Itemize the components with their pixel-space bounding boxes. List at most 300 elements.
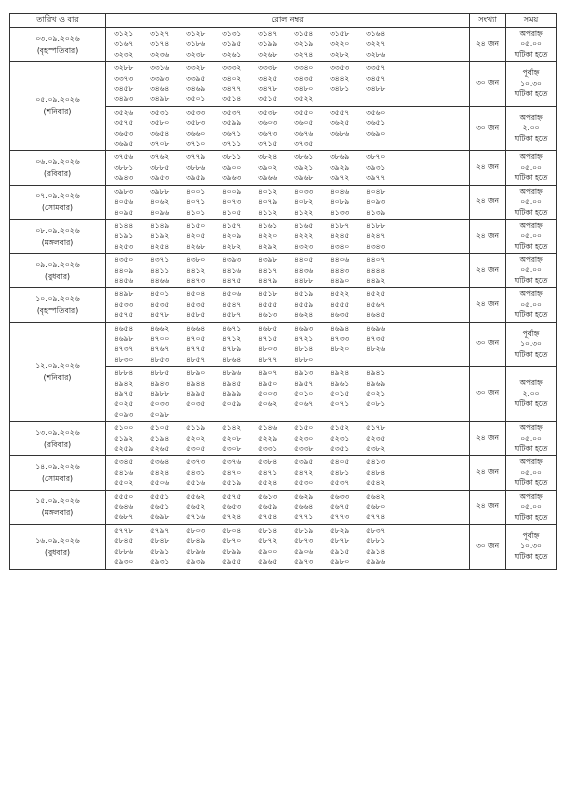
- exam-date: ১৩.০৯.২০২৬: [35, 427, 80, 437]
- roll-number: ৩২১৯: [294, 39, 314, 49]
- roll-number: ৪২২০: [258, 231, 278, 241]
- roll-number: ৪০৯৬: [150, 207, 170, 217]
- roll-number: ৪৮৮০: [294, 354, 314, 364]
- roll-number: ৪৭০০: [150, 333, 170, 343]
- roll-number: ৪৫৩৫: [186, 299, 206, 309]
- header-roll: রোল নম্বর: [106, 14, 470, 28]
- roll-number: ৪১১২: [258, 207, 278, 217]
- roll-number: ৪৯৪৫: [222, 378, 242, 388]
- roll-number: ৩৮৮১: [114, 162, 134, 172]
- roll-cell: [106, 524, 470, 569]
- roll-number: ৫২৩৫: [366, 433, 386, 443]
- roll-list: [114, 457, 469, 488]
- exam-weekday: (বুধবার): [44, 271, 70, 281]
- time-period: পূর্বাহ্ন: [522, 68, 540, 78]
- exam-date: ১০.০৯.২০২৬: [35, 293, 80, 303]
- roll-number: ৪৬১৩: [258, 310, 278, 320]
- time-value: ০৫.০০: [520, 162, 542, 172]
- time-cell: [506, 322, 557, 367]
- time-suffix: ঘটিকা হতে: [514, 444, 548, 454]
- roll-number: ৪৭৩৭: [114, 344, 134, 354]
- date-cell: [10, 28, 106, 62]
- schedule-row: [10, 456, 557, 490]
- roll-number: ৪৮৩০: [114, 354, 134, 364]
- roll-number: ৪৮২০: [330, 344, 350, 354]
- roll-number: ৪৮৯০: [186, 368, 206, 378]
- roll-number: ৪০৬২: [150, 197, 170, 207]
- roll-number: ৫১০৫: [150, 423, 170, 433]
- roll-number: ৫০০৩: [258, 389, 278, 398]
- roll-number: ৩৫২৬: [114, 107, 134, 117]
- roll-number: ৩৪০২: [222, 73, 242, 83]
- roll-number: ৩৫৩৮: [258, 107, 278, 117]
- roll-number: ৪৯৯৫: [186, 389, 206, 398]
- date-cell: [10, 322, 106, 422]
- roll-number: ৫৮২৯: [330, 525, 350, 535]
- roll-number: ৩৯৭৭: [366, 173, 386, 183]
- roll-number: ৫২৫৯: [114, 444, 134, 454]
- roll-number: ৩৮৮৬: [186, 162, 206, 172]
- roll-number: ৫৪৭১: [258, 467, 278, 477]
- roll-number: ৩৫১৫: [258, 94, 278, 104]
- roll-number: ৩১৯৯: [258, 39, 278, 49]
- roll-number: ৩৬৯০: [366, 128, 386, 138]
- roll-number: ৩৫৫৭: [330, 107, 350, 117]
- roll-number: ৪০০৯: [222, 186, 242, 196]
- roll-number: ৪১৬১: [258, 220, 278, 230]
- roll-number: ৫৯৬৫: [258, 557, 278, 567]
- roll-number: ৫৯৫৫: [222, 557, 242, 567]
- roll-number: ৪৩৭১: [150, 255, 170, 265]
- roll-cell: [106, 219, 470, 253]
- roll-number: ৫৬৫৯: [258, 502, 278, 512]
- roll-number: ৫৮৮৬: [114, 546, 134, 556]
- roll-number: ৩৮৭০: [366, 152, 386, 162]
- roll-number: ৪৭১৫: [258, 333, 278, 343]
- time-cell: [506, 456, 557, 490]
- roll-number: ৫৬৫১: [150, 502, 170, 512]
- roll-number: ৫০২৫: [114, 399, 134, 409]
- roll-number: ৫১৫০: [294, 423, 314, 433]
- roll-number: ৩৫০১: [186, 94, 206, 104]
- roll-number: ৫৩৩৮: [294, 444, 314, 454]
- roll-number: ৪১৮৭: [330, 220, 350, 230]
- roll-number: ৩২২৭: [366, 39, 386, 49]
- roll-list: [114, 492, 469, 523]
- roll-number: ৩৮৮৫: [150, 162, 170, 172]
- roll-number: ৫০৯৮: [150, 409, 170, 419]
- roll-number: ৪০৮২: [294, 197, 314, 207]
- roll-number: ৪১৯১: [114, 231, 134, 241]
- roll-list: [114, 324, 469, 366]
- roll-number: ৪১০৫: [222, 207, 242, 217]
- exam-weekday: (শনিবার): [43, 372, 72, 382]
- roll-number: ৩৫৬০: [366, 107, 386, 117]
- time-suffix: ঘটিকা হতে: [514, 310, 548, 320]
- roll-number: ৫৩৭৩: [186, 457, 206, 467]
- roll-number: ৫৯৭৩: [294, 557, 314, 567]
- roll-number: ৪৫৭৫: [114, 310, 134, 320]
- roll-number: ৩৪৪২: [330, 73, 350, 83]
- candidate-count: ৩০ জন: [470, 524, 506, 569]
- roll-number: ৩৪৬৯: [186, 84, 206, 94]
- roll-number: ৪১৩৯: [366, 207, 386, 217]
- roll-number: ৫৫১৯: [222, 478, 242, 488]
- time-value: ০৫.০০: [520, 231, 542, 241]
- roll-number: ৩৬৬০: [186, 128, 206, 138]
- roll-number: ৫৩৩১: [258, 444, 278, 454]
- roll-number: ৫৮১৪: [258, 525, 278, 535]
- roll-number: ৫৫১৬: [186, 478, 206, 488]
- roll-number: ৩৭০৮: [150, 139, 170, 149]
- roll-number: ৪৫১৮: [258, 289, 278, 299]
- roll-number: ৫৫৩০: [294, 478, 314, 488]
- date-cell: [10, 288, 106, 322]
- time-period: অপরাহ্ন: [519, 254, 543, 264]
- roll-number: ৪৩৯৮: [258, 255, 278, 265]
- roll-number: ৩৪৮০: [294, 84, 314, 94]
- exam-weekday: (সোমবার): [41, 203, 74, 213]
- time-suffix: ঘটিকা হতে: [514, 512, 548, 522]
- roll-number: ৫৫৫০: [114, 491, 134, 501]
- roll-number: ৩৯২১: [294, 162, 314, 172]
- schedule-row: [10, 490, 557, 524]
- time-value: ০৫.০০: [520, 502, 542, 512]
- roll-number: ৫৫৪২: [366, 478, 386, 488]
- roll-number: ৫৬৪৬: [114, 502, 134, 512]
- roll-number: ৪৮৮৪: [114, 368, 134, 378]
- time-period: পূর্বাহ্ন: [522, 530, 540, 540]
- roll-number: ৫১১৯: [186, 423, 206, 433]
- roll-number: ৩২৩৬: [150, 49, 170, 59]
- roll-number: ৫৮৯১: [150, 546, 170, 556]
- roll-number: ৩৩৫৩: [330, 63, 350, 73]
- schedule-row: [10, 288, 557, 322]
- roll-number: ৩৫৮৩: [186, 118, 206, 128]
- exam-date: ০৯.০৯.২০২৬: [35, 259, 80, 269]
- roll-number: ৪০৯৩: [366, 197, 386, 207]
- roll-number: ৪১৩৩: [330, 207, 350, 217]
- candidate-count: ২৪ জন: [470, 490, 506, 524]
- roll-number: ৪০৭৩: [222, 197, 242, 207]
- roll-number: ৪১৪৪: [114, 220, 134, 230]
- roll-number: ৫৫০২: [114, 478, 134, 488]
- roll-number: ৫০১০: [294, 389, 314, 398]
- roll-number: ৪৩২৩: [294, 241, 314, 251]
- roll-number: ৩৬৭৬: [294, 128, 314, 138]
- time-cell: [506, 28, 557, 62]
- roll-number: ৪২২২: [294, 231, 314, 241]
- roll-number: ৩৫৯৯: [222, 118, 242, 128]
- roll-number: ৫৬১৩: [258, 491, 278, 501]
- time-value: ০৫.০০: [520, 299, 542, 309]
- roll-number: ৫১৯২: [114, 433, 134, 443]
- roll-number: ৫৫৫১: [150, 491, 170, 501]
- roll-number: ৪৬৫৪: [114, 323, 134, 333]
- roll-number: ৫৭৭৪: [366, 512, 386, 522]
- roll-number: ৪৩৫০: [114, 255, 134, 265]
- exam-weekday: (বৃহস্পতিবার): [36, 305, 79, 315]
- time-cell: [506, 524, 557, 569]
- time-suffix: ঘটিকা হতে: [514, 551, 548, 561]
- roll-number: ৫২৩০: [294, 433, 314, 443]
- time-suffix: ঘটিকা হতে: [514, 349, 548, 359]
- roll-number: ৪৬৯৩: [294, 323, 314, 333]
- candidate-count: ২৪ জন: [470, 422, 506, 456]
- roll-number: ৫০২১: [366, 389, 386, 398]
- schedule-row: [10, 151, 557, 185]
- roll-number: ৪৩৪০: [330, 241, 350, 251]
- candidate-count: ৩০ জন: [470, 367, 506, 422]
- roll-number: ৪৭২১: [294, 333, 314, 343]
- exam-date: ১৪.০৯.২০২৬: [35, 462, 80, 472]
- time-suffix: ঘটিকা হতে: [514, 207, 548, 217]
- schedule-row: [10, 422, 557, 456]
- roll-number: ৫৮৭৮: [330, 536, 350, 546]
- header-date: তারিখ ও বার: [10, 14, 106, 28]
- roll-number: ৩৪৮১: [330, 84, 350, 94]
- roll-number: ৩৫২২: [294, 94, 314, 104]
- roll-number: ৪৭৬৭: [150, 344, 170, 354]
- roll-number: ৪৫৫৫: [258, 299, 278, 309]
- roll-number: ৫৯০৬: [294, 546, 314, 556]
- roll-number: ৩৯৩১: [366, 162, 386, 172]
- roll-number: ৫৩৯৫: [294, 457, 314, 467]
- roll-list: [114, 187, 469, 218]
- roll-number: ৩২৮৬: [366, 49, 386, 59]
- exam-date: ০৬.০৯.২০২৬: [35, 157, 80, 167]
- roll-number: ৫৪১৩: [366, 457, 386, 467]
- roll-number: ৫২০৮: [222, 433, 242, 443]
- roll-number: ৩৬৭১: [222, 128, 242, 138]
- roll-number: ৪৩৮০: [186, 255, 206, 265]
- roll-number: ৫৩৮২: [366, 444, 386, 454]
- time-cell: [506, 151, 557, 185]
- candidate-count: ৩০ জন: [470, 322, 506, 367]
- roll-number: ৩৪৭৮: [258, 84, 278, 94]
- time-suffix: ঘটিকা হতে: [514, 133, 548, 143]
- roll-number: ৫২২৯: [258, 433, 278, 443]
- roll-number: ৪৬৬৪: [186, 323, 206, 333]
- roll-number: ৩১৫৪: [294, 29, 314, 38]
- exam-date: ০৭.০৯.২০২৬: [35, 191, 80, 201]
- roll-number: ৪২০৯: [222, 231, 242, 241]
- roll-number: ৩৪২৫: [258, 73, 278, 83]
- roll-number: ৪৪৭৫: [222, 275, 242, 285]
- roll-cell: [106, 490, 470, 524]
- roll-number: ৫৩৮৪: [258, 457, 278, 467]
- roll-number: ৪৫০৪: [186, 289, 206, 299]
- roll-number: ৪৯৫০: [258, 378, 278, 388]
- roll-cell: [106, 106, 470, 151]
- roll-number: ৪৩৪৩: [366, 241, 386, 251]
- time-period: অপরাহ্ন: [519, 423, 543, 433]
- roll-number: ৩৮৬৯: [330, 152, 350, 162]
- time-value: ০৫.০০: [520, 433, 542, 443]
- roll-number: ৫৯৯৬: [366, 557, 386, 567]
- roll-number: ৫১৯৪: [150, 433, 170, 443]
- exam-date: ১২.০৯.২০২৬: [35, 360, 80, 370]
- roll-number: ৩৯৮৮: [150, 186, 170, 196]
- roll-number: ৩১৮৬: [186, 39, 206, 49]
- time-cell: [506, 288, 557, 322]
- roll-number: ৩৭৬২: [150, 152, 170, 162]
- roll-number: ৫০১৫: [330, 389, 350, 398]
- roll-number: ৩৪৯৮: [150, 94, 170, 104]
- roll-number: ৪০৪৬: [330, 186, 350, 196]
- time-value: ২.০০: [522, 388, 540, 398]
- roll-number: ৫০৮১: [366, 399, 386, 409]
- roll-cell: [106, 151, 470, 185]
- time-cell: [506, 422, 557, 456]
- time-suffix: ঘটিকা হতে: [514, 49, 548, 59]
- roll-number: ৩৪৯৩: [114, 94, 134, 104]
- candidate-count: ৩০ জন: [470, 62, 506, 107]
- roll-number: ৫৭৭৮: [114, 525, 134, 535]
- date-cell: [10, 254, 106, 288]
- roll-number: ৩৯৫৩: [150, 173, 170, 183]
- roll-number: ৩১২৮: [186, 29, 206, 38]
- roll-number: ৫৪৩১: [186, 467, 206, 477]
- time-value: ১০.৩০: [520, 339, 542, 349]
- roll-number: ৫৫৭৫: [222, 491, 242, 501]
- roll-number: ৪০৭৯: [258, 197, 278, 207]
- roll-number: ৫৯৮০: [330, 557, 350, 567]
- roll-number: ৫৪৮৪: [366, 467, 386, 477]
- roll-number: ৫৫০৬: [150, 478, 170, 488]
- roll-number: ৩৩৩৮: [258, 63, 278, 73]
- roll-number: ৪২৬৮: [186, 241, 206, 251]
- roll-number: ৪৮৭৭: [258, 354, 278, 364]
- roll-number: ৩৮৬১: [294, 152, 314, 162]
- roll-number: ৫১০০: [114, 423, 134, 433]
- roll-number: ৫২০২: [186, 433, 206, 443]
- roll-number: ৫৮৪৫: [114, 536, 134, 546]
- schedule-row: [10, 62, 557, 107]
- roll-number: ৫৮৪৯: [186, 536, 206, 546]
- time-period: অপরাহ্ন: [519, 28, 543, 38]
- exam-date: ১৫.০৯.২০২৬: [35, 496, 80, 506]
- roll-number: ৪৪৭৩: [186, 275, 206, 285]
- roll-cell: [106, 322, 470, 367]
- exam-weekday: (সোমবার): [41, 474, 74, 484]
- roll-number: ৩৬৮৬: [330, 128, 350, 138]
- time-period: অপরাহ্ন: [519, 152, 543, 162]
- time-suffix: ঘটিকা হতে: [514, 275, 548, 285]
- roll-number: ৩৬৫১: [366, 118, 386, 128]
- roll-number: ৫৬৪২: [366, 491, 386, 501]
- roll-number: ৩৬২৫: [330, 118, 350, 128]
- schedule-row: [10, 322, 557, 367]
- time-cell: [506, 62, 557, 107]
- roll-number: ৩২৮২: [330, 49, 350, 59]
- roll-number: ৫৮৭৩: [294, 536, 314, 546]
- date-cell: [10, 151, 106, 185]
- time-period: অপরাহ্ন: [519, 491, 543, 501]
- roll-number: ৫০৩৫: [186, 399, 206, 409]
- roll-number: ৩১৩১: [222, 29, 242, 38]
- roll-number: ৩৪৫৭: [366, 73, 386, 83]
- roll-number: ৪০৯৫: [114, 207, 134, 217]
- roll-number: ৫৮৯৯: [222, 546, 242, 556]
- roll-number: ৩৭১০: [186, 139, 206, 149]
- time-value: ১০.৩০: [520, 541, 542, 551]
- roll-number: ৫৯৩১: [150, 557, 170, 567]
- exam-date: ০৮.০৯.২০২৬: [35, 225, 80, 235]
- roll-number: ৪৪৪৩: [330, 265, 350, 275]
- roll-cell: [106, 62, 470, 107]
- roll-number: ৪৩৯৩: [222, 255, 242, 265]
- roll-number: ৪৭৩৩: [330, 333, 350, 343]
- roll-number: ৪৭১২: [222, 333, 242, 343]
- roll-list: [114, 152, 469, 183]
- roll-number: ৪৪১৬: [222, 265, 242, 275]
- roll-number: ৫৮৮১: [366, 536, 386, 546]
- time-suffix: ঘটিকা হতে: [514, 241, 548, 251]
- time-cell: [506, 106, 557, 151]
- time-period: অপরাহ্ন: [519, 220, 543, 230]
- roll-number: ৫৪৮১: [330, 467, 350, 477]
- exam-weekday: (বুধবার): [44, 547, 70, 557]
- roll-number: ৩৯৮৩: [114, 186, 134, 196]
- roll-cell: [106, 288, 470, 322]
- roll-number: ৪৫১৯: [294, 289, 314, 299]
- roll-number: ৪৪৬৬: [150, 275, 170, 285]
- roll-number: ৫৬৫৩: [222, 502, 242, 512]
- roll-number: ৪৪৪৪: [366, 265, 386, 275]
- roll-number: ৪৪৯৮: [114, 289, 134, 299]
- time-value: ১০.৩০: [520, 78, 542, 88]
- roll-number: ৩৯২৯: [330, 162, 350, 172]
- roll-list: [114, 526, 469, 568]
- roll-number: ৪১৪৯: [150, 220, 170, 230]
- roll-number: ৪১৮৮: [366, 220, 386, 230]
- roll-number: ৫৩০৫: [186, 444, 206, 454]
- roll-number: ৪৮৮৫: [150, 368, 170, 378]
- roll-number: ৩১৫৮: [330, 29, 350, 38]
- roll-number: ৩২৬১: [222, 49, 242, 59]
- roll-number: ৩৯৪৩: [114, 173, 134, 183]
- roll-number: ৩৭৭৯: [186, 152, 206, 162]
- time-cell: [506, 490, 557, 524]
- roll-number: ৫১৪২: [222, 423, 242, 433]
- date-cell: [10, 62, 106, 151]
- candidate-count: ৩০ জন: [470, 106, 506, 151]
- time-suffix: ঘটিকা হতে: [514, 478, 548, 488]
- roll-list: [114, 63, 469, 105]
- roll-number: ৪৯৯৯: [222, 389, 242, 398]
- roll-number: ৪১৫৭: [222, 220, 242, 230]
- roll-number: ৪৯২৪: [330, 368, 350, 378]
- roll-number: ৪৪০৭: [366, 255, 386, 265]
- roll-number: ৫৪০৫: [330, 457, 350, 467]
- roll-number: ৫৮৯৬: [186, 546, 206, 556]
- time-period: অপরাহ্ন: [519, 186, 543, 196]
- roll-number: ৫৬৭৫: [330, 502, 350, 512]
- roll-number: ৫৮০৩: [186, 525, 206, 535]
- roll-list: [114, 221, 469, 252]
- roll-number: ৪০৪৮: [366, 186, 386, 196]
- roll-number: ৩২৬৮: [258, 49, 278, 59]
- roll-number: ৩৪৬৪: [150, 84, 170, 94]
- roll-number: ৪৪১৭: [258, 265, 278, 275]
- roll-number: ৩৩৫৭: [366, 63, 386, 73]
- roll-number: ৩৬৫৪: [150, 128, 170, 138]
- roll-number: ৪২৪৫: [330, 231, 350, 241]
- roll-number: ৩৯৬৮: [294, 173, 314, 183]
- date-cell: [10, 524, 106, 569]
- roll-number: ৫৮১৯: [294, 525, 314, 535]
